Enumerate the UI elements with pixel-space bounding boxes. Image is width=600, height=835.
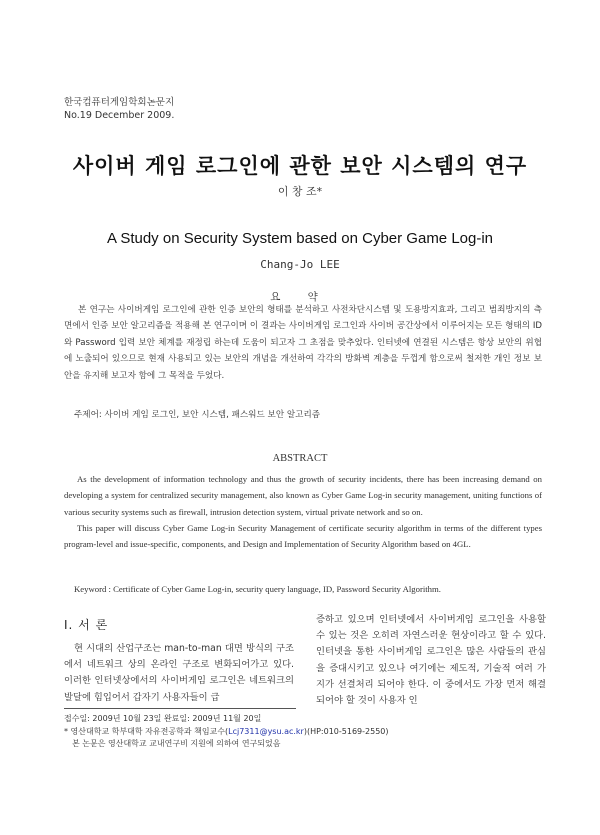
received-dates: 접수일: 2009년 10월 23일 완료일: 2009년 11월 20일 [64, 714, 262, 723]
footnote-divider [64, 708, 296, 709]
summary-heading: 요 약 [270, 291, 330, 303]
funding-note: 본 논문은 영산대학교 교내연구비 지원에 의하여 연구되었음 [72, 739, 281, 748]
author-affiliation [64, 726, 389, 739]
author-korean: 이 창 조* [277, 185, 323, 198]
footnotes [64, 713, 389, 751]
abstract-paragraph: As the development of information technology and thus the growth of security incidents, there has been increasing demand on developing a system for centralized security management, also known as Cyber Game Log-in security management, uniting functions of various security systems such as firewall, intrusion detection system, virtual private network and so on. [64, 474, 542, 517]
abstract-paragraph: This paper will discuss Cyber Game Log-in Security Management of certificate security algorithm in terms of the different types program-level and issue-specific, components, and Design and Implementation of Security Algorithm based on 4GL. [64, 522, 542, 550]
body-text-left-column: 현 시대의 산업구조는 man-to-man 대면 방식의 구조에서 네트워크 상의 온라인 구조로 변화되어가고 있다. 이러한 인터넷상에서의 사이버게임 로그인은 네트워크의 발달에 힘입어서 갑자기 사용자들이 급 [64, 643, 294, 703]
author-english: Chang-Jo LEE [260, 258, 340, 271]
affiliation-prefix: * 영산대학교 학부대학 자유전공학과 책임교수( [64, 726, 229, 736]
abstract-korean: 본 연구는 사이버게임 로그인에 관한 인증 보안의 형태를 분석하고 사전차단시스템 및 도용방지효과, 그리고 범죄방지의 측면에서 인증 보안 알고리즘을 적용해 본 연구이며 이 결과는 사이버게임 로그인과 사이버 공간상에서 이루어지는 모든 형태의 ID와 Password 입력 보안 체계를 재정립 하는데 도움이 되고자 그 초점을 맞추었다. 인터넷에 연결된 시스템은 항상 보안의 위협에 노출되어 있으므로 현재 사용되고 있는 보안의 개념을 개선하여 각각의 방화벽 계층을 두껍게 함으로써 철저한 개인 정보 보안을 유지해 보고자 함에 그 목적을 두었다. [64, 305, 542, 381]
section-heading-introduction: Ⅰ. 서 론 [64, 618, 109, 632]
abstract-heading: ABSTRACT [272, 453, 328, 464]
paper-title-korean: 사이버 게임 로그인에 관한 보안 시스템의 연구 [72, 154, 528, 178]
affiliation-suffix: )(HP:010-5169-2550) [303, 726, 389, 736]
journal-name: 한국컴퓨터게임학회논문지 [64, 97, 175, 108]
abstract-english [64, 471, 542, 552]
paper-title-english: A Study on Security System based on Cyber Game Log-in [106, 230, 494, 247]
author-email-link[interactable]: Lcj7311@ysu.ac.kr [228, 726, 304, 736]
body-text-right-column: 증하고 있으며 인터넷에서 사이버게임 로그인을 사용할 수 있는 것은 오히려 자연스러운 현상이라고 할 수 있다. 인터넷을 통한 사이버게임 로그인은 많은 사람들의 관심을 증대시키고 있으나 여기에는 제도적, 기술적 여러 가지가 선결처리 되어야 한다. 이 중에서도 가장 먼저 해결되어야 할 것이 사용자 인 [316, 614, 546, 707]
journal-issue: No.19 December 2009. [64, 110, 175, 121]
keywords-korean: 주제어: 사이버 게임 로그인, 보안 시스템, 패스워드 보안 알고리즘 [74, 410, 321, 420]
keywords-english: Keyword : Certificate of Cyber Game Log-in, security query language, ID, Password Security Algorithm. [74, 584, 441, 594]
journal-header [64, 96, 174, 122]
